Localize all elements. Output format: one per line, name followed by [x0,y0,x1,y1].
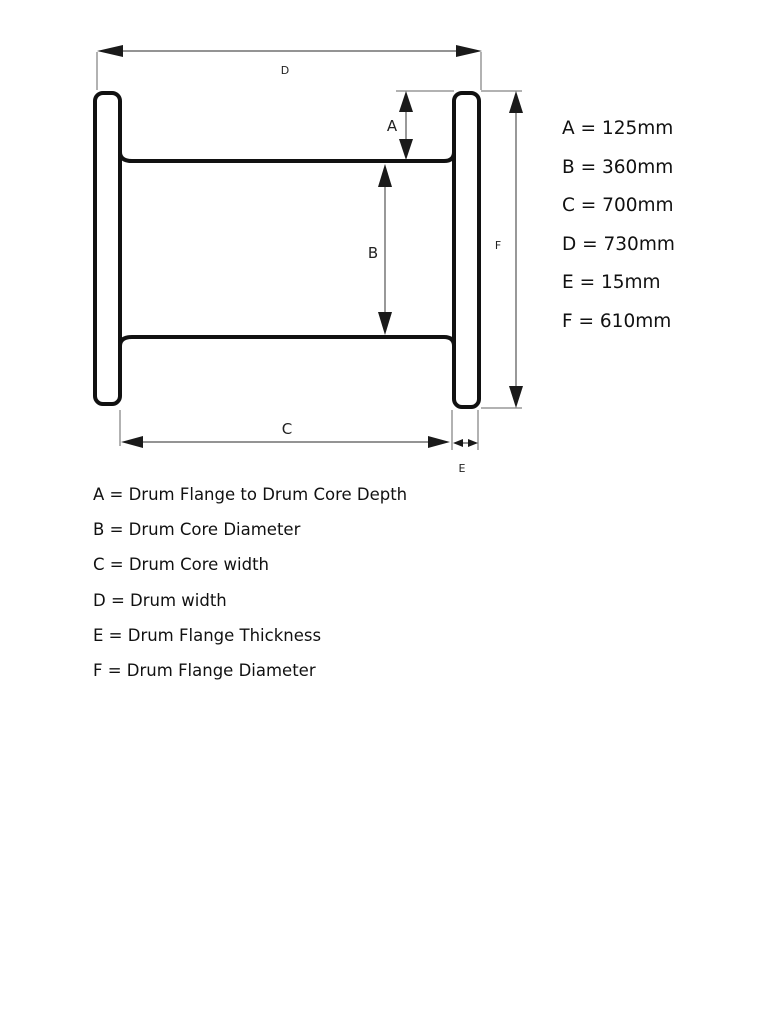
a-arrow-up [399,91,413,112]
d-arrow-right [456,45,482,57]
legend-item-c: C = Drum Core width [93,555,270,575]
c-arrow-left [121,436,143,448]
dimension-legend [93,484,713,695]
legend-item-f: F = Drum Flange Diameter [93,660,316,680]
left-flange [95,93,120,404]
a-arrow-down [399,139,413,160]
right-flange [454,93,479,407]
dimension-value-d: D = 730mm [562,233,675,255]
label-f: F [494,239,502,252]
arrowheads [97,45,523,448]
e-arrow-right [468,439,478,447]
e-arrow-left [453,439,463,447]
legend-item-d: D = Drum width [93,590,227,610]
core-bottom-edge [120,337,454,346]
label-b: B [367,244,379,262]
extension-lines [97,52,522,450]
legend-item-e: E = Drum Flange Thickness [93,625,322,645]
label-d: D [280,64,290,77]
dimension-value-a: A = 125mm [562,118,674,139]
dimension-value-e: E = 15mm [562,272,661,294]
f-arrow-down [509,386,523,408]
d-arrow-left [97,45,123,57]
dimension-value-c: C = 700mm [562,195,674,217]
label-c: C [281,420,293,438]
b-arrow-down [378,312,392,335]
legend-item-a: A = Drum Flange to Drum Core Depth [93,485,408,504]
label-a: A [386,117,398,135]
dimension-value-f: F = 610mm [562,310,672,332]
drum-outline [95,93,479,407]
f-arrow-up [509,91,523,113]
label-e: E [458,462,466,475]
b-arrow-up [378,164,392,187]
dimension-values-list [562,116,752,348]
dimension-value-b: B = 360mm [562,156,674,178]
legend-item-b: B = Drum Core Diameter [93,520,301,540]
c-arrow-right [428,436,450,448]
